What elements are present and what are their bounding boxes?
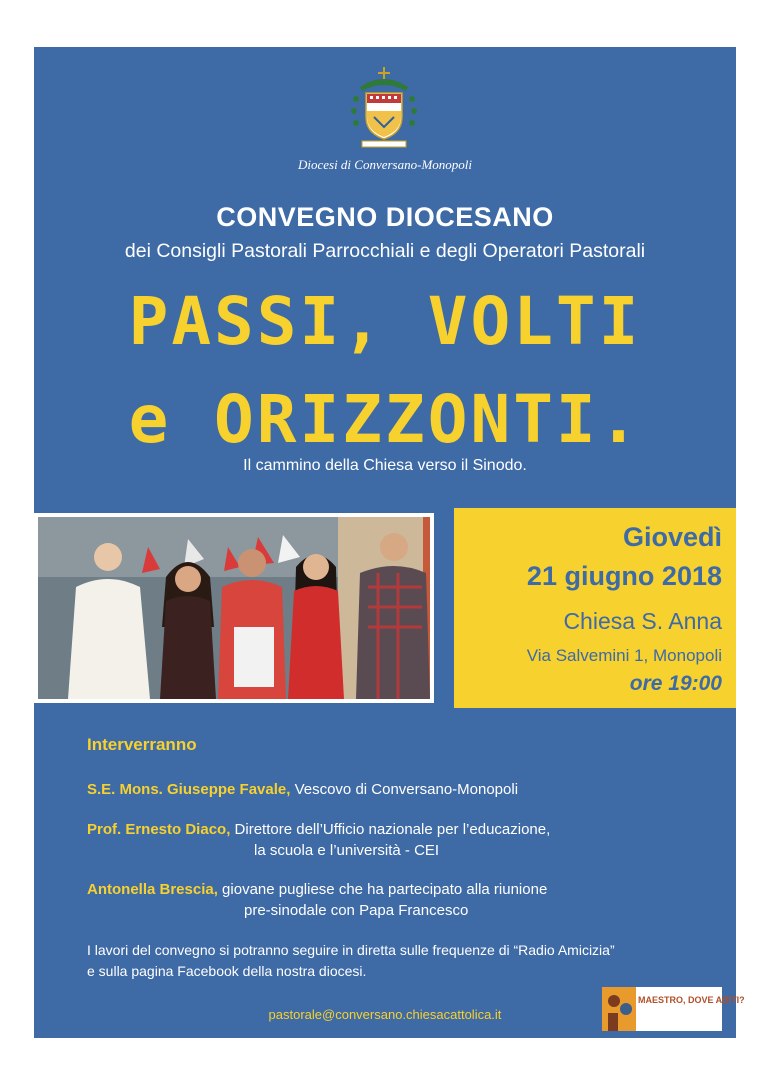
event-day: Giovedì [622, 522, 722, 552]
speaker-favale [87, 781, 518, 798]
speaker-role: giovane pugliese che ha partecipato alla riunione [217, 881, 548, 898]
synod-logo-icon [602, 987, 636, 1031]
diocese-name: Diocesi di Conversano-Monopoli [297, 157, 473, 172]
group-photo-image [38, 517, 430, 699]
footer-note-line1: I lavori del convegno si potranno seguire in diretta sulle frequenze di “Radio Amicizia” [87, 942, 615, 958]
speaker-brescia [87, 881, 547, 898]
event-date: 21 giugno 2018 [526, 561, 722, 591]
synod-logo [602, 987, 745, 1031]
main-title-line2: e ORIZZONTI. [128, 381, 642, 458]
speaker-name: S.E. Mons. Giuseppe Favale, [87, 781, 291, 798]
speaker-role: Direttore dell’Ufficio nazionale per l’educazione, [230, 821, 551, 838]
poster [34, 47, 745, 1038]
event-place: Chiesa S. Anna [563, 608, 722, 634]
event-address: Via Salvemini 1, Monopoli [526, 646, 722, 665]
convegno-title: CONVEGNO DIOCESANO [216, 202, 554, 232]
convegno-subtitle: dei Consigli Pastorali Parrocchiali e degli Operatori Pastorali [124, 240, 646, 262]
contact-email-link[interactable]: pastorale@conversano.chiesacattolica.it [268, 1007, 502, 1022]
event-photo [34, 513, 434, 703]
speaker-diaco [87, 821, 550, 838]
footer-note-line2: e sulla pagina Facebook della nostra diocesi. [87, 963, 367, 979]
speakers-heading: Interverranno [87, 735, 197, 754]
bishop-coat-of-arms-icon [348, 65, 420, 151]
speaker-name: Prof. Ernesto Diaco, [87, 821, 231, 838]
logo-text: MAESTRO, DOVE ABITI? [638, 995, 745, 1005]
event-time: ore 19:00 [629, 672, 722, 695]
footer-note [87, 940, 615, 982]
main-title-line1: PASSI, VOLTI [128, 283, 642, 360]
speaker-diaco-role-line2: la scuola e l’università - CEI [254, 842, 440, 859]
speaker-brescia-role-line2: pre-sinodale con Papa Francesco [244, 902, 469, 919]
speaker-role: Vescovo di Conversano-Monopoli [290, 781, 519, 798]
event-info-box [454, 508, 736, 708]
tagline: Il cammino della Chiesa verso il Sinodo. [243, 457, 527, 474]
speaker-name: Antonella Brescia, [87, 881, 218, 898]
